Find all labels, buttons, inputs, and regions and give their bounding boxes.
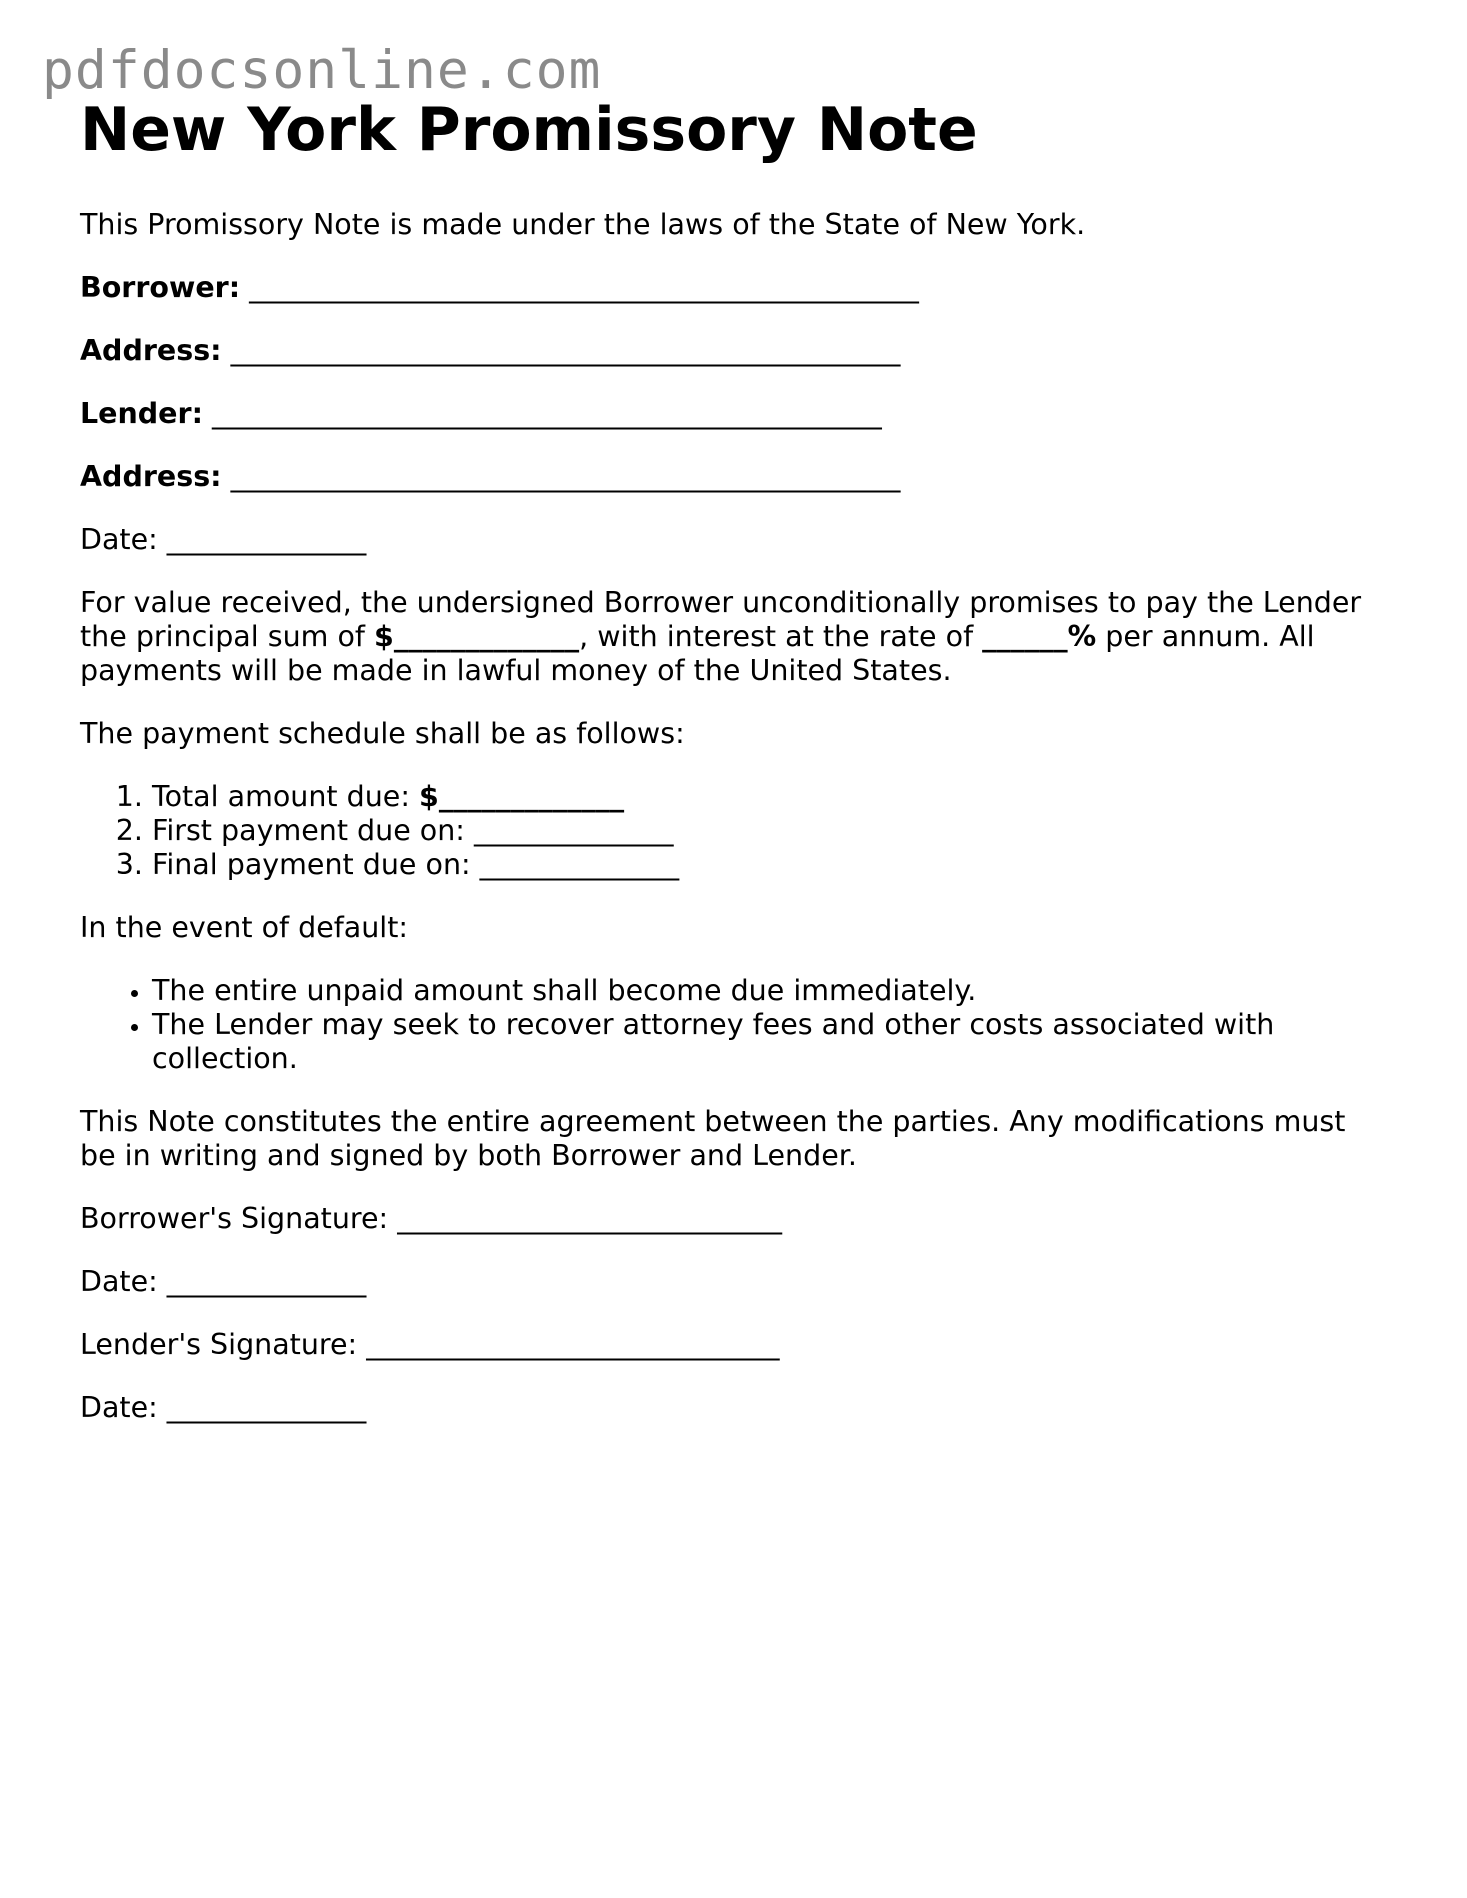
document-page (80, 95, 1390, 1425)
borrower-field (80, 271, 1390, 305)
lender-signature-blank[interactable]: _____________________________ (366, 1328, 780, 1361)
default-list (80, 974, 1390, 1076)
lender-blank[interactable]: _______________________________________________ (212, 397, 882, 430)
schedule-item-final (152, 848, 1390, 882)
intro-text: This Promissory Note is made under the laws of the State of New York. (80, 208, 1086, 241)
lender-address-field (80, 460, 1390, 494)
borrower-date-label: Date: (80, 1265, 158, 1298)
borrower-label: Borrower: (80, 271, 241, 304)
date-field (80, 523, 1390, 557)
borrower-address-blank[interactable]: _______________________________________________ (230, 334, 901, 367)
lender-field (80, 397, 1390, 431)
payment-schedule-list (80, 780, 1390, 882)
lender-label: Lender: (80, 397, 203, 430)
default-item: • The Lender may seek to recover attorney fees and other costs associated with collection. (152, 1008, 1390, 1076)
schedule-item-first (152, 814, 1390, 848)
schedule-item-label: Final payment due on: (152, 848, 480, 881)
borrower-blank[interactable]: _______________________________________________ (249, 271, 919, 304)
final-payment-blank[interactable]: ______________ (479, 848, 680, 881)
lender-date-label: Date: (80, 1391, 158, 1424)
default-item: • The entire unpaid amount shall become due immediately. (152, 974, 1390, 1008)
lender-date-blank[interactable]: ______________ (166, 1391, 367, 1424)
borrower-address-field (80, 334, 1390, 368)
schedule-item-label: Total amount due: (152, 780, 419, 813)
document-title: New York Promissory Note (80, 95, 978, 165)
promise-paragraph (80, 586, 1390, 688)
borrower-date-blank[interactable]: ______________ (166, 1265, 367, 1298)
date-blank[interactable]: ______________ (166, 523, 367, 556)
borrower-signature-field (80, 1202, 1390, 1236)
principal-blank[interactable]: $_____________ (374, 620, 580, 653)
first-payment-blank[interactable]: ______________ (473, 814, 674, 847)
lender-address-blank[interactable]: _______________________________________________ (230, 460, 901, 493)
schedule-heading: The payment schedule shall be as follows: (80, 717, 685, 750)
watermark: pdfdocsonline.com (42, 40, 602, 101)
borrower-signature-blank[interactable]: ___________________________ (397, 1202, 782, 1235)
schedule-item-label: First payment due on: (152, 814, 474, 847)
date-label: Date: (80, 523, 158, 556)
borrower-address-label: Address: (80, 334, 222, 367)
promise-text-a: For value received, the undersigned Borrower unconditionally promises to pay the Lender the principal sum of (80, 586, 1362, 653)
borrower-date-field (80, 1265, 1390, 1299)
promise-text-c: per annum. All payments will be made in lawful money of the United States. (80, 620, 1315, 687)
agreement-text: This Note constitutes the entire agreement between the parties. Any modifications must be in writing and signed by both Borrower and Lender. (80, 1105, 1346, 1172)
interest-rate-blank[interactable]: ______% (982, 620, 1097, 653)
total-amount-blank[interactable]: $_____________ (419, 780, 625, 813)
lender-signature-field (80, 1328, 1390, 1362)
lender-signature-label: Lender's Signature: (80, 1328, 358, 1361)
default-heading: In the event of default: (80, 911, 409, 944)
schedule-item-total (152, 780, 1390, 814)
borrower-signature-label: Borrower's Signature: (80, 1202, 389, 1235)
lender-date-field (80, 1391, 1390, 1425)
lender-address-label: Address: (80, 460, 222, 493)
promise-text-b: , with interest at the rate of (579, 620, 983, 653)
